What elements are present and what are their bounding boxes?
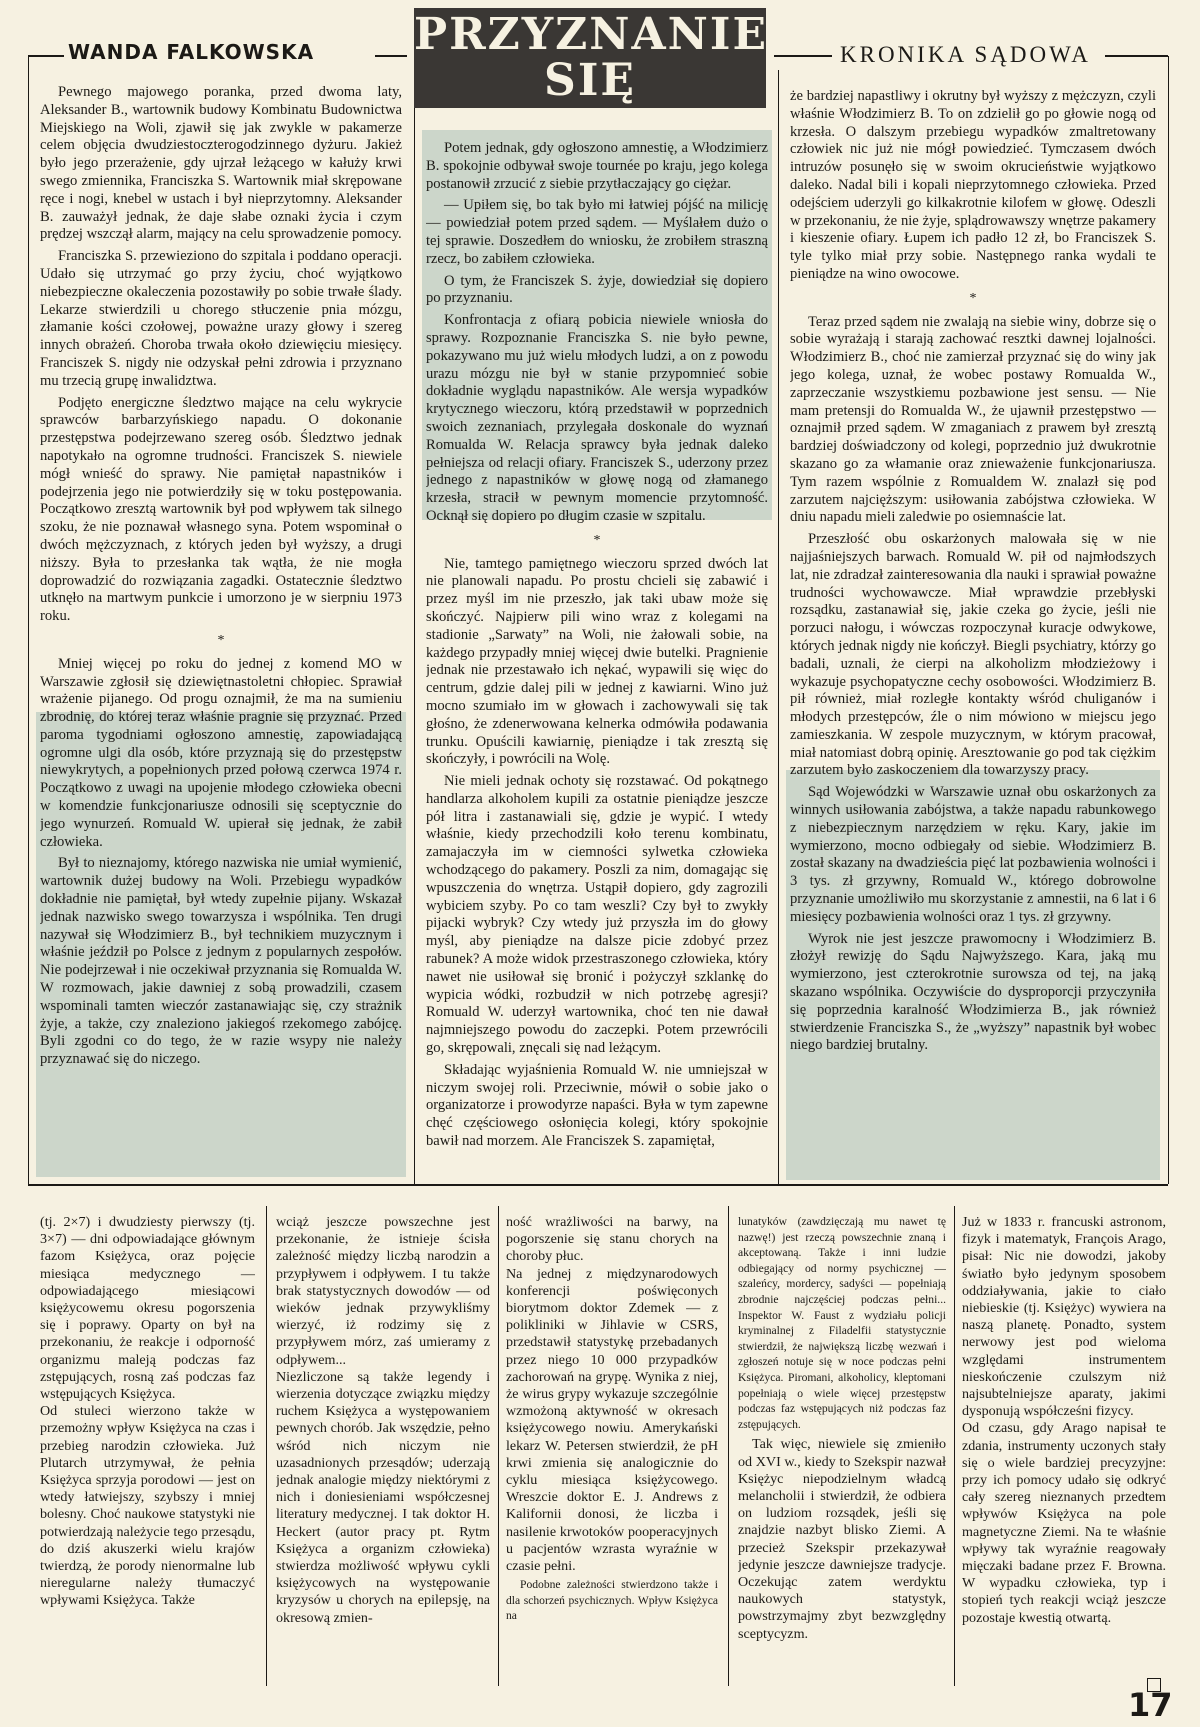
section-label: KRONIKA SĄDOWA — [840, 42, 1091, 67]
frame-right — [1168, 56, 1169, 1184]
bottom-column-3 — [506, 1214, 718, 1684]
article-column-2 — [426, 140, 768, 1180]
bottom-section-rule — [28, 1184, 1168, 1186]
section-separator: * — [969, 290, 977, 306]
paragraph: Już w 1833 r. francuski astronom, fizyk i matematyk, François Arago, pisał: Nic nie dowodzi, jakoby światło było jedynym sposobem oddziaływania, jakie to ciało niebieskie (tj. Księżyc) wywiera na naszą planetę. Ponadto, system nerwowy jest pod wieloma względami instrumentem nieskończenie czulszym niż najsubtelniejsze aparaty, jakimi dysponują współcześni fizycy. Od czasu, gdy Arago napisał te zdania, instrumenty uczonych stały się o wiele bardziej precyzyjne: przy ich pomocy udało się odkryć cały szereg nieznanych przedtem wpływów Księżyca na pole magnetyczne Ziemi. Na te właśnie wpływy tak wyraźnie reagowały mięczaki badane przez F. Browna. W wypadku człowieka, typ i stopień tych reakcji wciąż jeszcze pozostaje kwestią otwartą. — [962, 1214, 1166, 1626]
bottom-column-1 — [40, 1214, 255, 1684]
paragraph: Franciszka S. przewieziono do szpitala i poddano operacji. Udało się utrzymać go przy życiu, choć wyjątkowo niebezpieczne okaleczenia pozostawiły po sobie trwałe ślady. Lekarze stwierdzili u chorego stłuczenie pnia mózgu, złamanie kości czołowej, poważne urazy głowy i szereg innych obrażeń. Choroba trwała około dziewięciu miesięcy. Franciszek S. nigdy nie odzyskał pełni zdrowia i przyznano mu trzecią grupę inwalidztwa. — [40, 248, 402, 389]
paragraph: O tym, że Franciszek S. żyje, dowiedział się dopiero po przyznaniu. — [426, 272, 768, 307]
paragraph: Teraz przed sądem nie zwalają na siebie winy, dobrze się o sobie wyrażają i starają zachować resztki dawnej lojalności. Włodzimierz B., choć nie zamierzał przyznać się do winy jak jego kolega, uznał, że wobec postawy Romualda W., zaprzeczanie wszystkiemu pozbawione jest sensu. — Nie mam pretensji do Romualda W., że ujawnił przestępstwo — oznajmił przed sądem. W zmaganiach z prawem był zresztą bardziej doświadczony od kolegi, poprzednio już dwukrotnie skazano go za włamanie oraz znieważenie funkcjonariusza. Tym razem wspólnie z Romualdem W. znalazł się pod zarzutem najcięższym: usiłowania zabójstwa człowieka. W dniu napadu mieli zaledwie po osiemnaście lat. — [790, 313, 1156, 526]
bottom-divider-3 — [728, 1206, 729, 1686]
column-divider-2 — [778, 70, 779, 1184]
article-column-3 — [790, 88, 1156, 1178]
author-name: WANDA FALKOWSKA — [68, 40, 315, 64]
bottom-column-4 — [738, 1214, 946, 1684]
paragraph: Podjęto energiczne śledztwo mające na celu wykrycie sprawców barbarzyńskiego napadu. O dokonanie przestępstwa podejrzewano szereg osób. Śledztwo jednak napotykało na ogromne trudności. Franciszek S. niewiele mógł wnieść do sprawy. Nie pamiętał napastników i podejrzenia jego nie potwierdziły się w toku postępowania. Początkowo zresztą wartownik był pod wpływem tak silnego szoku, że nie poznawał własnego syna. Potem wspominał o dwóch mężczyznach, z których jeden był wyższy, a drugi niższy. Była to przesłanka tak wątła, że nie mogła doprowadzić do rozwiązania zagadki. Ostatecznie śledztwo utknęło na martwym punkcie i umorzono je w sierpniu 1973 roku. — [40, 394, 402, 625]
header-rule-mid-left — [375, 55, 407, 57]
article-title — [414, 8, 766, 108]
paragraph: Nie mieli jednak ochoty się rozstawać. Od pokątnego handlarza alkoholem kupili za ostatnie pieniądze jeszcze pół litra i zastanawiali się, gdzie je wypić. I wtedy właśnie, kiedy przechodzili koło terenu kombinatu, zamajaczyła im w ciemności sylwetka człowieka wchodzącego do pakamery. Poszli za nim, domagając się wpuszczenia do wnętrza. Ustąpił dopiero, gdy zagrozili wybiciem szyby. Po co tam weszli? Czy był to zwykły pijacki wybryk? Czy wtedy już przyszła im do głowy myśl, aby pieniądze na dalsze picie zdobyć przez rabunek? A może widok przestraszonego człowieka, który nawet nie usiłował się bronić i pożyczył szklankę do wypicia wódki, rozbudził w nich potrzebę agresji? Romuald W. uderzył wartownika, choć ten nie dawał najmniejszego powodu do zaczepki. Potem przewrócili go, skrępowali, znęcali się nad leżącym. — [426, 773, 768, 1057]
paragraph: Pewnego majowego poranka, przed dwoma laty, Aleksander B., wartownik budowy Kombinatu Budownictwa Miejskiego na Woli, zjawił się jak zwykle w pakamerze celem objęcia dwudziestoczterogodzinnego dyżuru. Jakież było jego przerażenie, gdy ujrzał leżącego w kałuży krwi swego zmiennika, Franciszka S. Wartownik miał skrępowane ręce i nogi, knebel w ustach i był nieprzytomny. Aleksander B. zauważył jednak, że daje słabe oznaki życia i czym prędzej wszczął alarm, mający na celu sprowadzenie pomocy. — [40, 84, 402, 243]
paragraph: — Upiłem się, bo tak było mi łatwiej pójść na milicję — powiedział potem przed sądem. — Myślałem dużo o tej sprawie. Doszedłem do wniosku, że zrobiłem straszną rzecz, bo zabiłem człowieka. — [426, 197, 768, 267]
header-rule-right — [1105, 55, 1168, 57]
paragraph: Potem jednak, gdy ogłoszono amnestię, a Włodzimierz B. spokojnie odbywał swoje tournée po kraju, jego kolega postanowił zrzucić z siebie przytłaczający go ciężar. — [426, 140, 768, 192]
page-number: 17 — [1128, 1686, 1173, 1724]
header-rule-mid-right — [774, 55, 832, 57]
paragraph: Był to nieznajomy, którego nazwiska nie umiał wymienić, wartownik dużej budowy na Woli. Przebiegu wypadków dokładnie nie pamiętał, był wtedy zupełnie pijany. Wskazał jednak nazwisko swego towarzysza i wspólnika. Ten drugi nazywał się Włodzimierz B., był technikiem muzycznym i właśnie jeździł po Polsce z jednym z popularnych zespołów. Nie podejrzewał i nie oczekiwał przyznania się Romualda W. W rozmowach, jakie dawniej z sobą prowadzili, czasem wspominali tamten wieczór zastanawiając się, czy strażnik żyje, a także, czy znaleziono jakiegoś rzekomego zabójcę. Byli zgodni co do tego, że w razie wsypy nie należy przyznawać się do niczego. — [40, 855, 402, 1068]
paragraph: wciąż jeszcze powszechne jest przekonanie, że istnieje ścisła zależność między liczbą narodzin a przypływem i odpływem. I tu także brak statystycznych dowodów — od wieków jednak przywykliśmy wierzyć, iż rodzimy się z przypływem mórz, zaś umieramy z odpływem... Niezliczone są także legendy i wierzenia dotyczące związku między ruchem Księżyca a występowaniem pewnych chorób. Jak wszędzie, pełno wśród nich niczym nie uzasadnionych przesądów; uderzają jednak analogie między niektórymi z nich i doniesieniami współczesnej literatury medycznej. I tak doktor H. Heckert (autor pracy pt. Rytm Księżyca a organizm człowieka) stwierdza możliwość wpływu cykli księżycowych na występowanie kryzysów u chorych na epilepsję, na okresową zmien- — [276, 1214, 490, 1626]
paragraph-small: Podobne zależności stwierdzono także i dla schorzeń psychicznych. Wpływ Księżyca na — [506, 1578, 718, 1623]
paragraph: Konfrontacja z ofiarą pobicia niewiele wniosła do sprawy. Rozpoznanie Franciszka S. nie było pewne, pokazywano mu już wielu młodych ludzi, a on z powodu urazu mózgu nie był w stanie przypomnieć sobie dokładnie wyglądu napastników. Ale wersja wypadków krytycznego wieczoru, którą przedstawił w poprzednich swoich zeznaniach, przylegała doskonale do wyznań Romualda W. Relacja sprawcy była jednak daleko pełniejsza od relacji ofiary. Franciszek S., uderzony przez jednego z napastników w głowę nogą od złamanego krzesła, stracił w pewnym momencie przytomność. Ocknął się dopiero po długim czasie w szpitalu. — [426, 312, 768, 524]
article-title-line2: SIĘ — [544, 55, 636, 106]
header-rule-left — [28, 55, 64, 57]
bottom-column-5 — [962, 1214, 1166, 1679]
paragraph: Przeszłość obu oskarżonych malowała się w nie najjaśniejszych barwach. Romuald W. pił od najmłodszych lat, nie zdradzał zainteresowania dla nauki i sprawiał poważne trudności wychowawcze. Miał wprawdzie przebłyski rozsądku, zastanawiał się, jakie czeka go życie, jeśli nie porzuci nałogu, i wówczas rozpoczynał kuracje odwykowe, których jednak nigdy nie kończył. Biegli psychiatry, którzy go badali, uznali, że cierpi na alkoholizm młodzieżowy i wykazuje psychopatyczne cechy osobowości. Włodzimierz B. pił również, miał rozległe kontakty wśród chuliganów i młodych przestępców, źle o nim mówiono w miejscu jego zamieszkania. W zespole muzycznym, w którym pracował, miał natomiast dobrą opinię. Aresztowanie go pod tak ciężkim zarzutem było zaskoczeniem dla towarzyszy pracy. — [790, 531, 1156, 779]
paragraph: Nie, tamtego pamiętnego wieczoru sprzed dwóch lat nie planowali napadu. Po prostu chcieli się zabawić i przez myśl im nie przeszło, jak taki ubaw może się skończyć. Najpierw pili wino wraz z kolegami na stadionie „Sarwaty” na Woli, nie żałowali sobie, na każdego przypadły mniej więcej dwie butelki. Pragnienie jednak nie przestawało ich nękać, wypawili się więc do centrum, gdzie dalej pili w jednej z kawiarni. Wino już mocno szumiało im w głowach i zachowywali się tak głośno, że zdenerwowana kelnerka odmówiła podawania trunku. Opuścili kawiarnię, pieniądze i tak zresztą się skończyły, i powrócili na Wolę. — [426, 555, 768, 768]
paragraph: Tak więc, niewiele się zmieniło od XVI w., kiedy to Szekspir nazwał Księżyc niepodzielnym władcą melancholii i stwierdził, że odbiera on ludziom rozsądek, jeśli się znajdzie nazbyt blisko Ziemi. A przecież Szekspir przekazywał jedynie jeszcze dawniejsze tradycje. Oczekując zatem werdyktu naukowych statystyk, powstrzymajmy zbyt bezwzględny sceptycyzm. — [738, 1436, 946, 1642]
article-title-line1: PRZYZNANIE — [414, 9, 768, 60]
bottom-divider-2 — [498, 1206, 499, 1686]
frame-left — [28, 56, 29, 1184]
paragraph: Wyrok nie jest jeszcze prawomocny i Włodzimierz B. złożył rewizję do Sądu Najwyższego. Kara, jaką mu wymierzono, jest czterokrotnie surowsza od tej, na jaką skazano wspólnika. Oczywiście do dysproporcji przyczyniła się poprzednia karalność Włodzimierza B., jak również stwierdzenie Franciszka S., że „wyższy” napastnik był wobec niego bardziej brutalny. — [790, 930, 1156, 1054]
bottom-column-2 — [276, 1214, 490, 1684]
paragraph: (tj. 2×7) i dwudziesty pierwszy (tj. 3×7) — dni odpowiadające głównym fazom Księżyca, oraz pojęcie miesiąca medycznego — odpowiadającego miesiącowi księżycowemu okresu pogorszenia się i poprawy. Oparty on był na przekonaniu, że reakcje i odporność organizmu maleją podczas faz zstępujących, rosną zaś podczas faz wstępujących Księżyca. Od stuleci wierzono także w przemożny wpływ Księżyca na czas i przebieg narodzin człowieka. Już Plutarch utrzymywał, że pełnia Księżyca sprzyja porodowi — jest on wtedy łatwiejszy, szybszy i mniej bolesny. Choć naukowe statystyki nie potwierdzają należycie tego przesądu, do dziś akuszerki wielu krajów twierdzą, że porody nienormalne lub nieregularne należy tłumaczyć wpływami Księżyca. Także — [40, 1214, 255, 1609]
column-divider-1 — [414, 108, 415, 1184]
paragraph: że bardziej napastliwy i okrutny był wyższy z mężczyzn, czyli właśnie Włodzimierz B. To on zdzielił go po głowie nogą od krzesła. O dalszym przebiegu wypadków zmaltretowany człowiek nic już nie mógł powiedzieć. Tymczasem dwóch intruzów posunęło się w swoim okrucieństwie wyjątkowo daleko. Nadal bili i kopali nieprzytomnego człowieka. Przed odejściem uderzyli go kilkakrotnie kilofem w głowę. Odeszli w przekonaniu, że nie żyje, splądrowawszy wnętrze pakamery i kieszenie ofiary. Łupem ich padło 12 zł, bo Franciszek S. tyle tylko miał przy sobie. Następnego ranka wydali te pieniądze na wino owocowe. — [790, 88, 1156, 282]
bottom-divider-1 — [266, 1206, 267, 1686]
paragraph: Składając wyjaśnienia Romuald W. nie umniejszał w niczym swojej roli. Przeciwnie, mówił o sobie jako o organizatorze i prowodyrze napaści. Była w tym zapewne chęć częściowego osłonięcia kolegi, który spokojnie bawił nad morzem. Ale Franciszek S. zapamiętał, — [426, 1061, 768, 1150]
paragraph: ność wrażliwości na barwy, na pogorszenie się stanu chorych na choroby płuc. Na jednej z międzynarodowych konferencji poświęconych biorytmom doktor Zdemek — z polikliniki w Jihlavie w CSRS, przedstawił statystykę przebadanych przez niego 10 000 przypadków zachorowań na grypę. Wynika z niej, że wirus grypy wykazuje szczególnie wzmożoną aktywność w okresach księżycowego nowiu. Amerykański lekarz W. Petersen stwierdził, że pH krwi zmienia się analogicznie do cyklu miesiąca księżycowego. Wreszcie doktor E. J. Andrews z Kalifornii donosi, że liczba i nasilenie krwotoków pooperacyjnych u pacjentów wzrasta wyraźnie w czasie pełni. — [506, 1214, 718, 1575]
article-column-1 — [40, 84, 402, 1179]
section-separator: * — [593, 532, 601, 548]
paragraph: Sąd Wojewódzki w Warszawie uznał obu oskarżonych za winnych usiłowania zabójstwa, a także napadu rabunkowego z niebezpiecznym narzędziem w ręku. Kary, jakie im wymierzono, mocno odbiegały od siebie. Włodzimierz B. został skazany na dwadzieścia pięć lat pozbawienia wolności i 3 tys. zł grzywny, Romuald W., którego dobrowolne przyznanie umożliwiło mu skorzystanie z amnestii, na 6 lat i 6 miesięcy pozbawienia wolności oraz 1 tys. zł grzywny. — [790, 784, 1156, 925]
section-separator: * — [217, 632, 225, 648]
paragraph-small: lunatyków (zawdzięczają mu nawet tę nazwę!) jest rzeczą powszechnie znaną i akceptowaną. Także i inni ludzie odbiegający od normy psychicznej — szaleńcy, mordercy, sadyści — popełniają zbrodnie najczęściej podczas pełni... Inspektor W. Faust z wydziału policji kryminalnej z Filadelfii statystycznie stwierdził, że największą liczbę wezwań i zgłoszeń notuje się w noce podczas pełni Księżyca. Piromani, alkoholicy, kleptomani popełniają o wiele więcej przestępstw podczas faz wstępujących niż podczas faz zstępujących. — [738, 1215, 946, 1431]
bottom-divider-4 — [954, 1206, 955, 1686]
paragraph: Mniej więcej po roku do jednej z komend MO w Warszawie zgłosił się dziewiętnastoletni chłopiec. Sprawiał wrażenie pijanego. Od progu oznajmił, że ma na sumieniu zbrodnię, do której teraz właśnie pragnie się przyznać. Przed paroma tygodniami ogłoszono amnestię, zapowiadającą ogromne ulgi dla osób, które przyznają się do przestępstw niewykrytych, a popełnionych przed połową czerwca 1974 r. Początkowo z uwagi na upojenie młodego człowieka obecni w komendzie funkcjonariusze odnosili się sceptycznie do jego wynurzeń. Romuald W. upierał się jednak, że zabił człowieka. — [40, 655, 402, 850]
